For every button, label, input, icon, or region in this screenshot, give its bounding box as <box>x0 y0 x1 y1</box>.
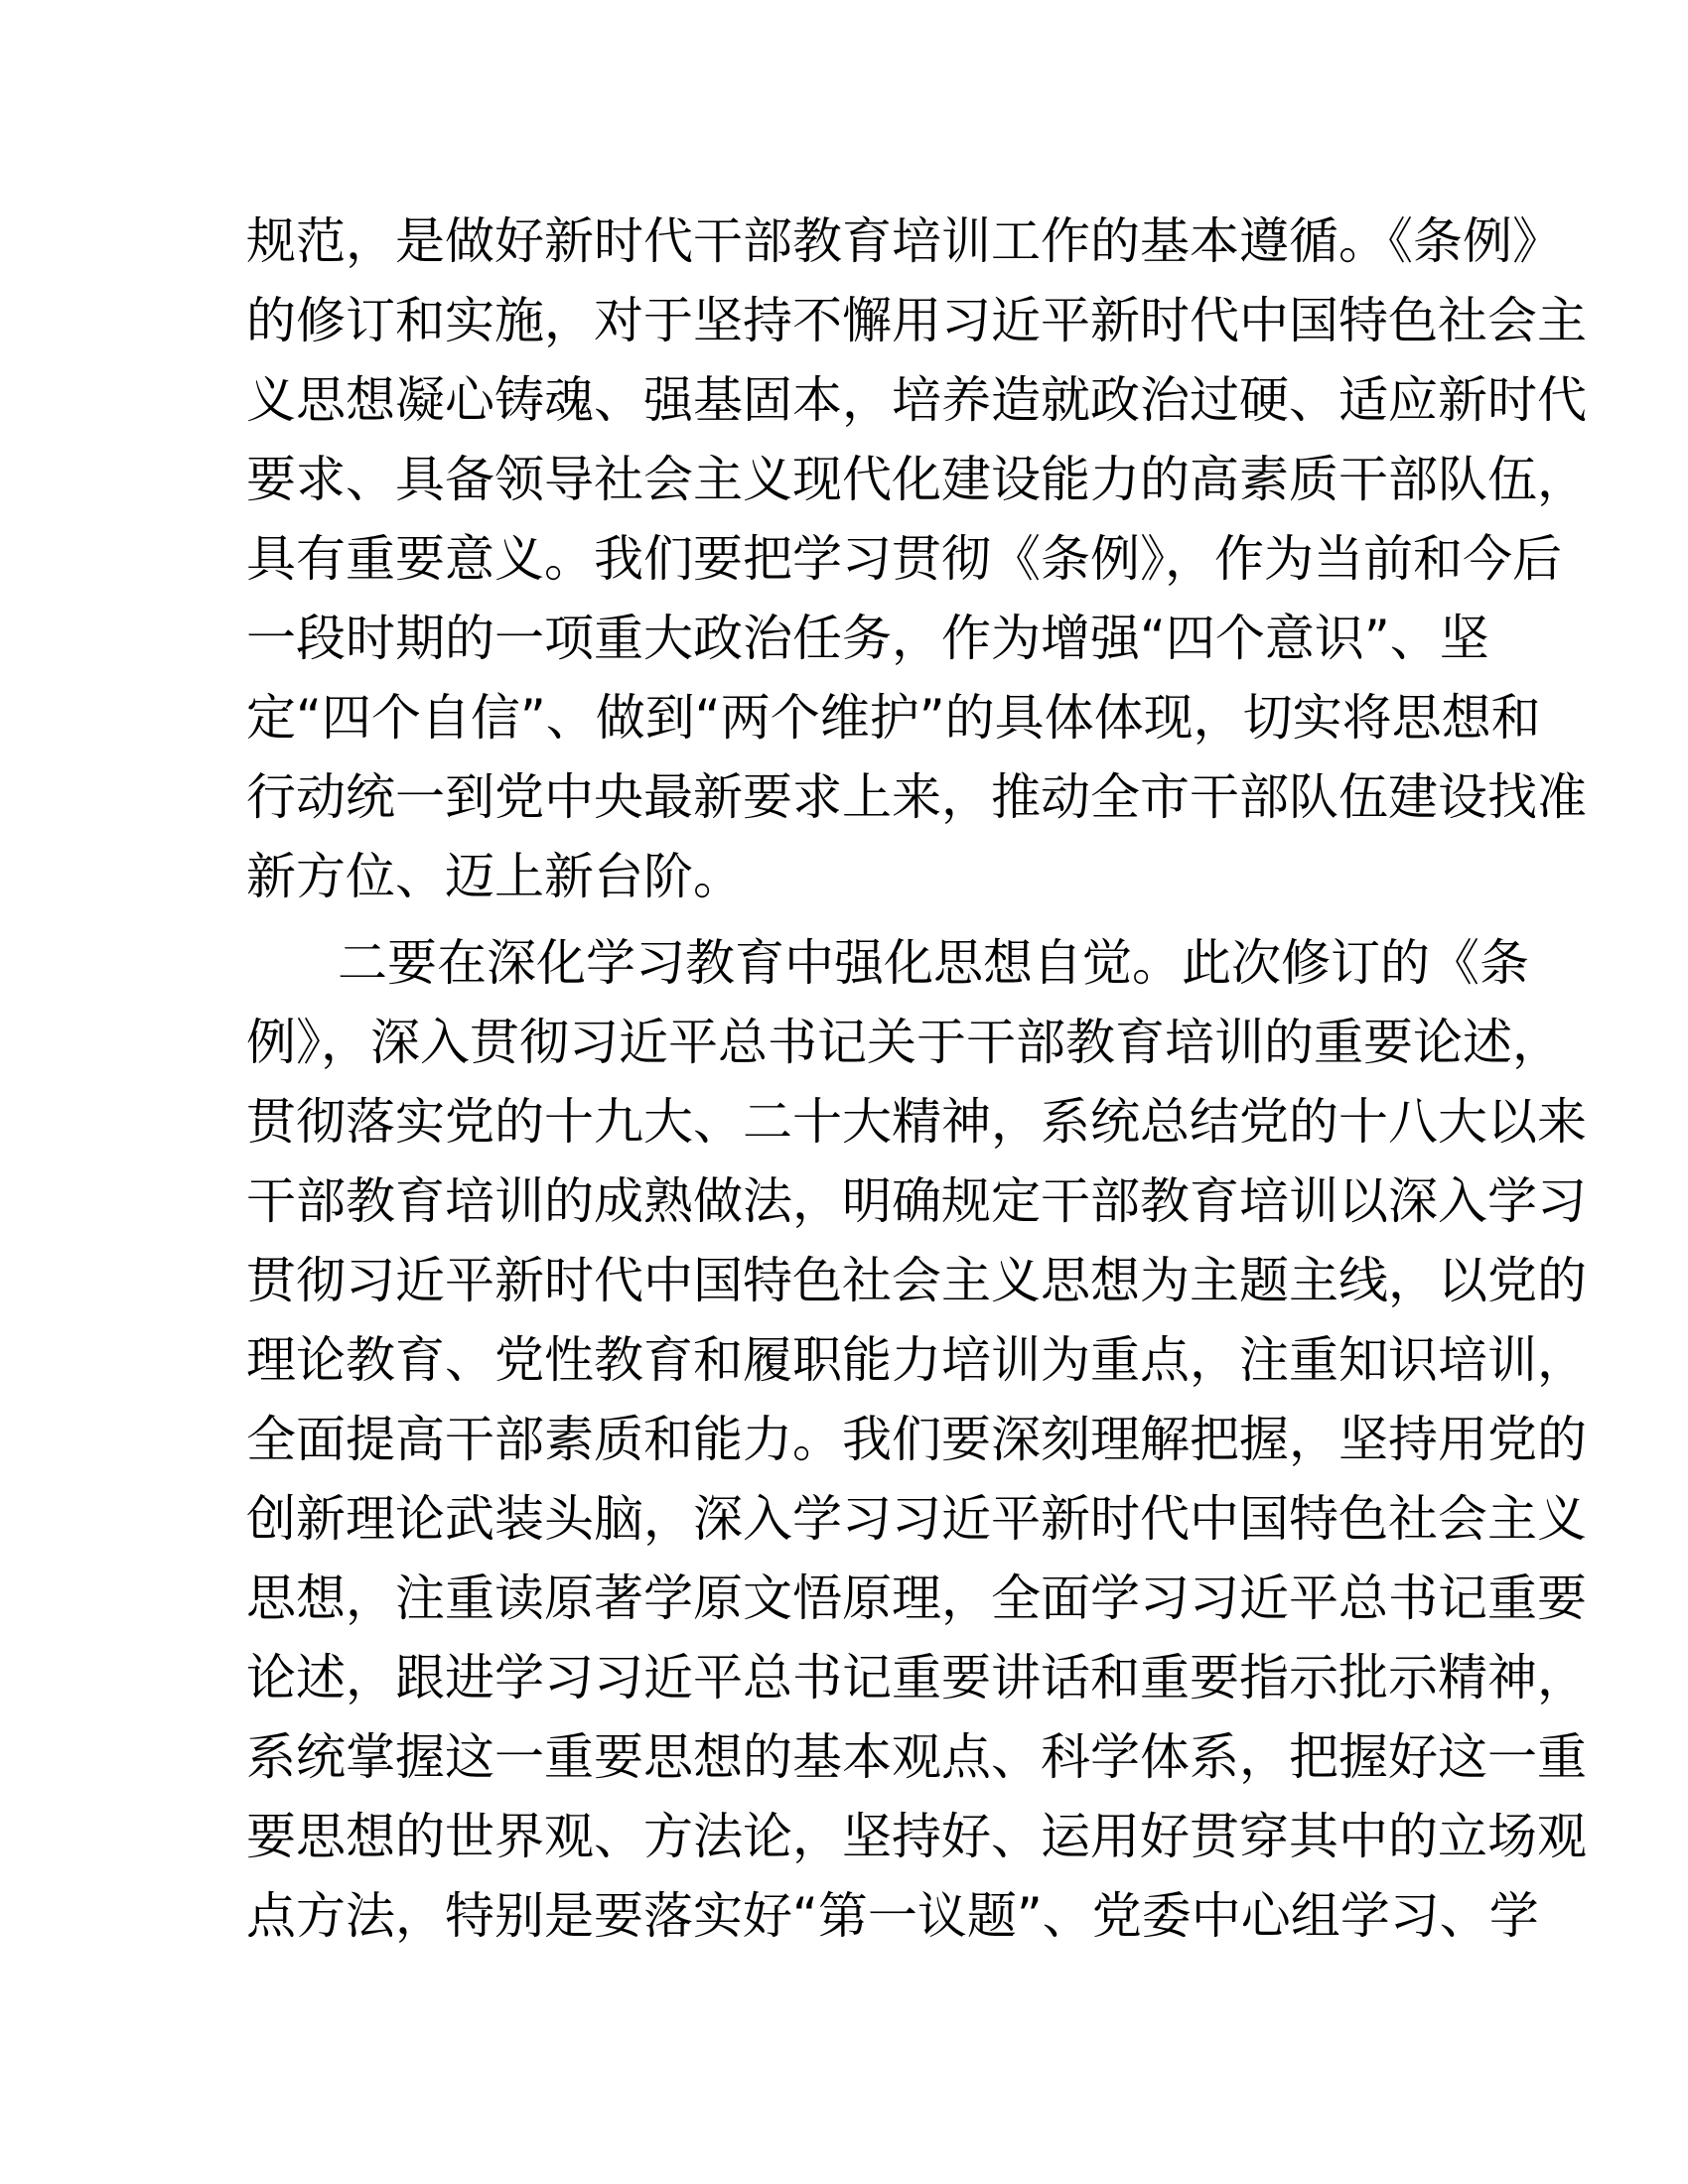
paragraph-2-line-4: 干部教育培训的成熟做法，明确规定干部教育培训以深入学习 <box>246 1172 1587 1230</box>
paragraph-1-line-8: 行动统一到党中央最新要求上来，推动全市干部队伍建设找准 <box>246 768 1587 826</box>
paragraph-1-line-5: 具有重要意义。我们要把学习贯彻《条例》，作为当前和今后 <box>246 530 1562 588</box>
paragraph-2-line-2: 例》，深入贯彻习近平总书记关于干部教育培训的重要论述， <box>246 1014 1562 1071</box>
paragraph-1-line-1: 规范，是做好新时代干部教育培训工作的基本遵循。《条例》 <box>246 212 1562 270</box>
paragraph-2-line-5: 贯彻习近平新时代中国特色社会主义思想为主题主线，以党的 <box>246 1252 1587 1309</box>
paragraph-2-line-8: 创新理论武装头脑，深入学习习近平新时代中国特色社会主义 <box>246 1490 1587 1548</box>
paragraph-2-line-9: 思想，注重读原著学原文悟原理，全面学习习近平总书记重要 <box>246 1570 1587 1627</box>
paragraph-2-line-10: 论述，跟进学习习近平总书记重要讲话和重要指示批示精神， <box>246 1649 1587 1706</box>
paragraph-1-line-2: 的修订和实施，对于坚持不懈用习近平新时代中国特色社会主 <box>246 292 1587 349</box>
paragraph-2-line-7: 全面提高干部素质和能力。我们要深刻理解把握，坚持用党的 <box>246 1411 1587 1468</box>
paragraph-2-line-11: 系统掌握这一重要思想的基本观点、科学体系，把握好这一重 <box>246 1728 1587 1786</box>
paragraph-1-line-4: 要求、具备领导社会主义现代化建设能力的高素质干部队伍， <box>246 451 1587 508</box>
paragraph-2-line-13: 点方法，特别是要落实好“第一议题”、党委中心组学习、学 <box>246 1887 1539 1945</box>
paragraph-2-line-6: 理论教育、党性教育和履职能力培训为重点，注重知识培训， <box>246 1331 1587 1389</box>
paragraph-1-line-3: 义思想凝心铸魂、强基固本，培养造就政治过硬、适应新时代 <box>246 371 1587 429</box>
paragraph-2-line-1: 二要在深化学习教育中强化思想自觉。此次修订的《条 <box>338 934 1529 992</box>
paragraph-2-line-3: 贯彻落实党的十九大、二十大精神，系统总结党的十八大以来 <box>246 1093 1587 1151</box>
paragraph-1-line-9: 新方位、迈上新台阶。 <box>246 848 743 905</box>
paragraph-1-line-7: 定“四个自信”、做到“两个维护”的具体体现，切实将思想和 <box>246 689 1541 747</box>
paragraph-2-line-12: 要思想的世界观、方法论，坚持好、运用好贯穿其中的立场观 <box>246 1808 1587 1865</box>
paragraph-1-line-6: 一段时期的一项重大政治任务，作为增强“四个意识”、坚 <box>246 610 1489 667</box>
